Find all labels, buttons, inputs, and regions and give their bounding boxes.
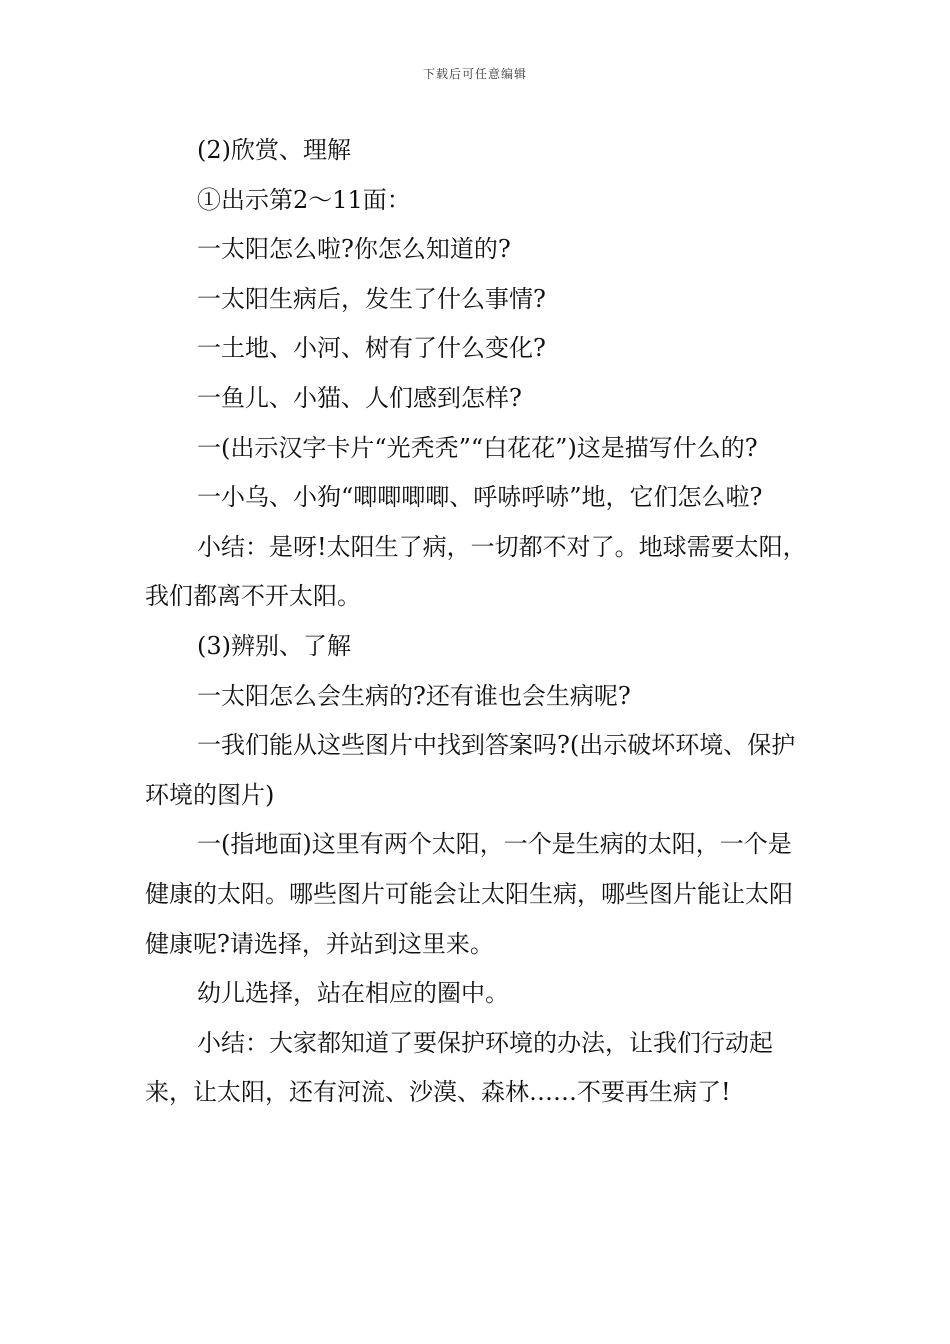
question-line: 一太阳生病后，发生了什么事情? [197, 284, 546, 313]
section-heading-distinguish: (3)辨别、了解 [197, 631, 351, 660]
summary-paragraph: 小结：大家都知道了要保护环境的办法，让我们行动起来，让太阳，还有河流、沙漠、森林……不要再生病了! [145, 1028, 773, 1107]
document-body [145, 126, 807, 1118]
question-line: 一土地、小河、树有了什么变化? [197, 334, 546, 363]
summary-paragraph: 小结：是呀!太阳生了病，一切都不对了。地球需要太阳，我们都离不开太阳。 [145, 532, 807, 611]
question-line: 一(指地面)这里有两个太阳，一个是生病的太阳，一个是健康的太阳。哪些图片可能会让太阳生病，哪些图片能让太阳健康呢?请选择，并站到这里来。 [145, 830, 793, 958]
activity-line: 幼儿选择，站在相应的圈中。 [197, 979, 509, 1008]
section-heading-appreciate: (2)欣赏、理解 [197, 136, 351, 164]
question-line: 一太阳怎么啦?你怎么知道的? [197, 235, 511, 264]
list-item: ①出示第2～11面： [197, 185, 411, 214]
question-line: 一我们能从这些图片中找到答案吗?(出示破坏环境、保护环境的图片) [145, 731, 796, 809]
page-header-note: 下载后可任意编辑 [422, 67, 527, 81]
question-line: 一小乌、小狗“唧唧唧唧、呼哧呼哧”地，它们怎么啦? [197, 483, 763, 512]
question-line: 一鱼儿、小猫、人们感到怎样? [197, 383, 522, 412]
question-line: 一(出示汉字卡片“光秃秃”“白花花”)这是描写什么的? [197, 433, 758, 462]
question-line: 一太阳怎么会生病的?还有谁也会生病呢? [197, 681, 631, 710]
